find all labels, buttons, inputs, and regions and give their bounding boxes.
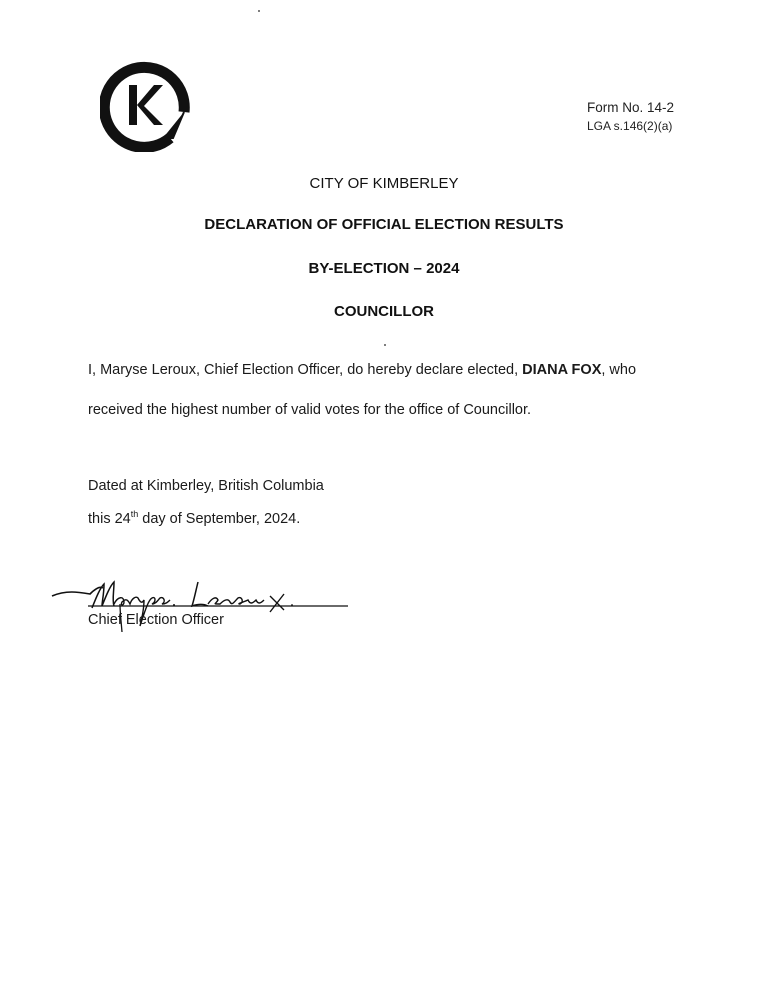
declaration-suffix: , who [601,362,637,378]
office-name: COUNCILLOR [334,303,434,320]
document-title: DECLARATION OF OFFICIAL ELECTION RESULTS [204,216,564,233]
declaration-line-1 [88,362,708,378]
election-name: BY-ELECTION – 2024 [308,260,460,277]
dated-ordinal: th [130,509,139,519]
form-number-block [587,99,674,135]
scan-dot [384,344,386,346]
city-name: CITY OF KIMBERLEY [309,175,459,192]
declaration-prefix: I, Maryse Leroux, Chief Election Officer, do hereby declare elected, [88,362,523,378]
form-reference: LGA s.146(2)(a) [587,119,673,133]
scan-dot [258,10,260,12]
form-number: Form No. 14-2 [587,100,675,115]
signer-role: Chief Election Officer [88,612,224,628]
dated-place: Dated at Kimberley, British Columbia [88,478,324,494]
declaration-line-2: received the highest number of valid votes for the office of Councillor. [88,402,532,418]
kimberley-logo [100,60,196,152]
dated-prefix: this 24 [88,511,131,527]
dated-date [88,509,708,527]
dated-suffix: day of September, 2024. [138,511,301,527]
elected-candidate: DIANA FOX [522,362,602,378]
